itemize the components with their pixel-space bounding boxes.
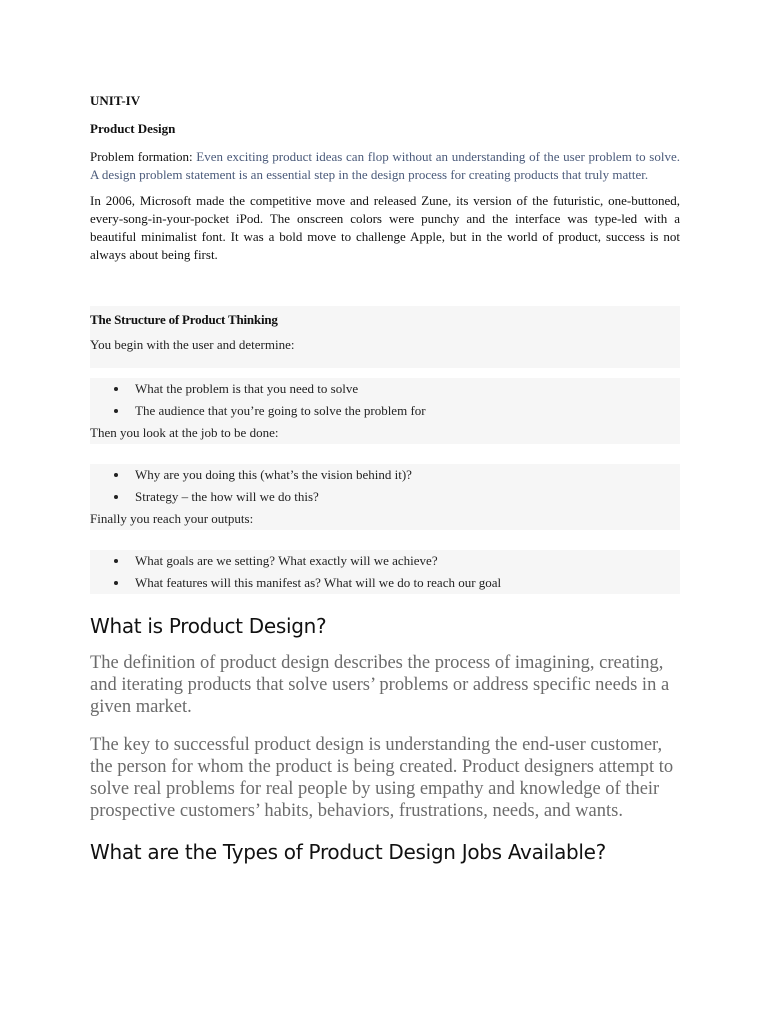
user-items-list [90, 378, 680, 422]
unit-label: UNIT-IV [90, 93, 141, 108]
shaded-gap [90, 356, 680, 368]
bullet-icon [114, 495, 118, 499]
document-content [90, 92, 680, 866]
list-item [90, 550, 680, 572]
gap [90, 718, 680, 734]
types-heading: What are the Types of Product Design Jobs Available? [90, 840, 606, 864]
output-items-list [90, 550, 680, 594]
gap [90, 368, 680, 378]
problem-formation-lead: Problem formation: [90, 149, 197, 164]
structure-intro: You begin with the user and determine: [90, 334, 680, 356]
bullet-icon [114, 409, 118, 413]
outputs-intro: Finally you reach your outputs: [90, 508, 680, 530]
section-title: Product Design [90, 121, 176, 136]
list-item-text: The audience that you’re going to solve the problem for [135, 403, 426, 418]
gap [90, 822, 680, 838]
bullet-icon [114, 387, 118, 391]
gap [90, 640, 680, 652]
what-is-heading: What is Product Design? [90, 614, 327, 638]
bullet-icon [114, 473, 118, 477]
job-intro: Then you look at the job to be done: [90, 422, 680, 444]
list-item-text: What features will this manifest as? What will we do to reach our goal [135, 575, 502, 590]
list-item [90, 400, 680, 422]
list-item-text: Strategy – the how will we do this? [135, 489, 319, 504]
bullet-icon [114, 581, 118, 585]
list-item-text: What goals are we setting? What exactly will we achieve? [135, 553, 438, 568]
job-items-list [90, 464, 680, 508]
what-is-paragraph-2: The key to successful product design is understanding the end-user customer, the person for whom the product is being created. Product designers attempt to solve real problems for real people by using empathy and knowledge of their prospective customers’ habits, behaviors, frustrations, needs, and wants. [90, 735, 674, 821]
structure-block [90, 306, 680, 594]
problem-formation-paragraph [90, 148, 680, 184]
structure-heading: The Structure of Product Thinking [90, 306, 680, 334]
spacer [90, 270, 680, 306]
list-item [90, 572, 680, 594]
list-item [90, 378, 680, 400]
problem-formation-text: Even exciting product ideas can flop without an understanding of the user problem to solve. A design problem statement is an essential step in the design process for creating products that truly matter. [90, 149, 680, 182]
bullet-icon [114, 559, 118, 563]
gap [90, 594, 680, 612]
gap [90, 530, 680, 550]
list-item [90, 486, 680, 508]
zune-paragraph: In 2006, Microsoft made the competitive move and released Zune, its version of the futuristic, one-buttoned, every-song-in-your-pocket iPod. The onscreen colors were punchy and the interface was type-led with a beautiful minimalist font. It was a bold move to challenge Apple, but in the world of product, success is not always about being first. [90, 193, 680, 262]
gap [90, 444, 680, 464]
list-item [90, 464, 680, 486]
what-is-paragraph-1: The definition of product design describes the process of imagining, creating, and iterating products that solve users’ problems or address specific needs in a given market. [90, 653, 670, 717]
list-item-text: What the problem is that you need to solve [135, 381, 359, 396]
list-item-text: Why are you doing this (what’s the vision behind it)? [135, 467, 412, 482]
